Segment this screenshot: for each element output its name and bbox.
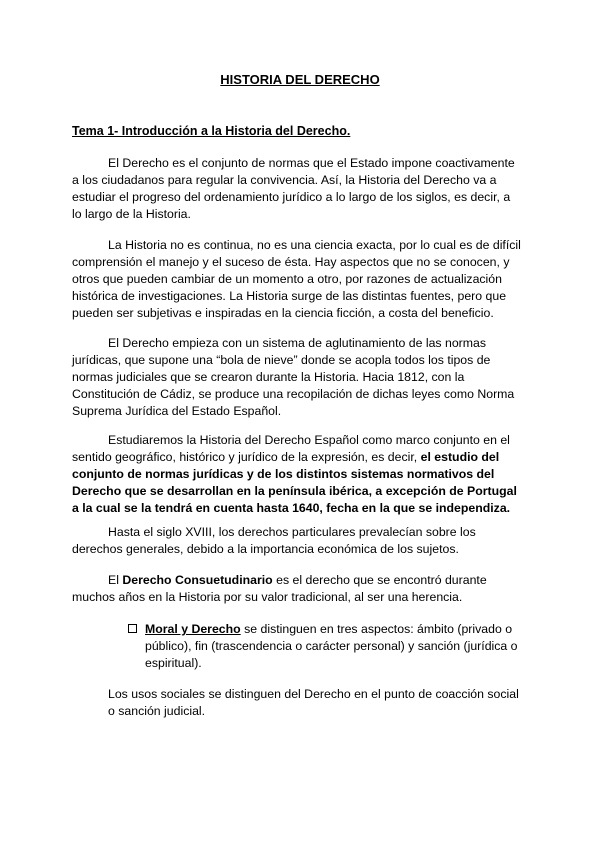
paragraph-7: Los usos sociales se distinguen del Derecho en el punto de coacción social o sanción judicial. xyxy=(108,687,519,718)
paragraph-6-term: Derecho Consuetudinario xyxy=(122,573,273,587)
bullet-description: se distinguen en tres aspectos: ámbito (privado o público), fin (trascendencia o carácter personal) y sanción (jurídica o espiritual). xyxy=(145,622,518,670)
paragraph-6 xyxy=(72,572,522,606)
paragraph-4-bold-text: el estudio del conjunto de normas jurídicas y de los distintos sistemas normativos del Derecho que se desarrollan en la península ibérica, a excepción de Portugal a la cual se la tendrá en cuenta hasta 1640, fecha en la que se independiza. xyxy=(72,450,517,515)
checkbox-bullet-icon xyxy=(128,624,137,633)
section-heading: Tema 1- Introducción a la Historia del Derecho. xyxy=(72,124,351,138)
paragraph-4 xyxy=(72,432,522,517)
paragraph-2: La Historia no es continua, no es una ciencia exacta, por lo cual es de difícil comprensión el manejo y el suceso de ésta. Hay aspectos que no se conocen, y otros que pueden cambiar de un momento a otro, por razones de actualización histórica de investigaciones. La Historia surge de las distintas fuentes, pero que pueden ser subjetivas e inspiradas en la ciencia ficción, a costa del beneficio. xyxy=(72,238,521,320)
document-title: HISTORIA DEL DERECHO xyxy=(220,72,380,87)
paragraph-6-post: es el derecho que se encontró durante muchos años en la Historia por su valor tradicional, al ser una herencia. xyxy=(72,573,487,604)
bullet-list-item xyxy=(128,621,523,672)
bullet-text xyxy=(145,621,523,672)
bullet-term: Moral y Derecho xyxy=(145,622,241,636)
paragraph-1: El Derecho es el conjunto de normas que el Estado impone coactivamente a los ciudadanos para regular la convivencia. Así, la Historia del Derecho va a estudiar el progreso del ordenamiento jurídico a lo largo de los siglos, es decir, a lo largo de la Historia. xyxy=(72,156,515,221)
paragraph-3: El Derecho empieza con un sistema de aglutinamiento de las normas jurídicas, que supone una “bola de nieve” donde se acopla todos los tipos de normas judiciales que se crearon durante la Historia. Hacia 1812, con la Constitución de Cádiz, se produce una recopilación de dichas leyes como Norma Suprema Jurídica del Estado Español. xyxy=(72,336,515,418)
paragraph-5: Hasta el siglo XVIII, los derechos particulares prevalecían sobre los derechos generales, debido a la importancia económica de los sujetos. xyxy=(72,525,476,556)
paragraph-4-text: Estudiaremos la Historia del Derecho Español como marco conjunto en el sentido geográfico, histórico y jurídico de la expresión, es decir, xyxy=(72,433,510,464)
paragraph-6-pre: El xyxy=(108,573,123,587)
